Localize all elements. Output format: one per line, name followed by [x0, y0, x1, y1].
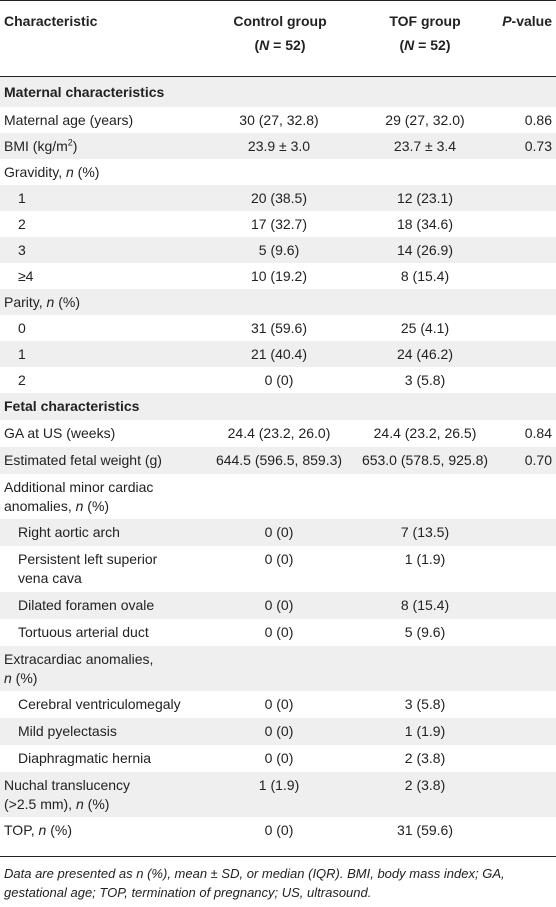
table-row — [0, 646, 556, 691]
table-body — [0, 77, 556, 844]
table-row — [0, 237, 556, 263]
row-label: Persistent left superior vena cava — [18, 551, 158, 586]
header-control-n: (N = 52) — [254, 37, 306, 53]
table-row — [0, 772, 556, 817]
table-footnote: Data are presented as n (%), mean ± SD, or median (IQR). BMI, body mass index; GA, gestational age; TOP, termination of pregnancy; US, ultrasound. — [4, 866, 505, 900]
header-tof-n: (N = 52) — [399, 37, 451, 53]
row-label: 0 — [18, 320, 26, 336]
table-row — [0, 315, 556, 341]
table-row — [0, 420, 556, 447]
row-label: 3 — [18, 242, 26, 258]
row-label: Maternal age (years) — [4, 112, 134, 128]
tof-value: 2 (3.8) — [404, 750, 446, 766]
section-heading: Maternal characteristics — [4, 84, 165, 100]
tof-value: 8 (15.4) — [400, 597, 450, 613]
tof-value: 2 (3.8) — [404, 777, 446, 793]
control-value: 5 (9.6) — [258, 242, 300, 258]
control-value: 0 (0) — [264, 372, 294, 388]
table-row — [0, 691, 556, 718]
tof-value: 12 (23.1) — [396, 190, 454, 206]
table-row — [0, 211, 556, 237]
tof-value: 14 (26.9) — [396, 242, 454, 258]
row-label: 2 — [18, 372, 26, 388]
row-label: Nuchal translucency (>2.5 mm), n (%) — [4, 777, 131, 812]
table-row — [0, 289, 556, 315]
table-row — [0, 718, 556, 745]
row-label: 2 — [18, 216, 26, 232]
row-label: Tortuous arterial duct — [18, 624, 149, 640]
row-label: BMI $(kg/m^2)$ — [4, 137, 78, 154]
control-value: 10 (19.2) — [250, 268, 308, 284]
header-control-label: Control group — [233, 13, 327, 29]
table-row — [0, 367, 556, 393]
tof-value: 7 (13.5) — [400, 524, 450, 540]
p-value: 0.70 — [524, 452, 552, 468]
table-row — [0, 263, 556, 289]
tof-value: 29 (27, 32.0) — [385, 112, 465, 128]
tof-value: 25 (4.1) — [400, 320, 450, 336]
row-label: Additional minor cardiac anomalies, n (%) — [4, 479, 154, 514]
control-value: 30 (27, 32.8) — [239, 112, 319, 128]
tof-value: 31 (59.6) — [396, 822, 454, 838]
control-value: 0 (0) — [264, 696, 294, 712]
control-value: 0 (0) — [264, 624, 294, 640]
tof-value: 1 (1.9) — [404, 551, 446, 567]
row-label: Cerebral ventriculomegaly — [18, 696, 181, 712]
header-tof-label: TOF group — [389, 13, 461, 29]
tof-value: 3 (5.8) — [404, 372, 446, 388]
control-value: 23.9 ± 3.0 — [247, 138, 311, 154]
row-label: Extracardiac anomalies, n (%) — [4, 651, 154, 686]
p-value: 0.73 — [524, 138, 552, 154]
row-label: Right aortic arch — [18, 524, 120, 540]
row-label: TOP, n (%) — [4, 822, 72, 838]
tof-value: 24 (46.2) — [396, 346, 454, 362]
row-label: Diaphragmatic hernia — [18, 750, 152, 766]
control-value: 31 (59.6) — [250, 320, 308, 336]
header-p-value: P-value — [502, 13, 552, 29]
tof-value: 3 (5.8) — [404, 696, 446, 712]
table-row — [0, 133, 556, 159]
control-value: 17 (32.7) — [250, 216, 308, 232]
tof-value: 23.7 ± 3.4 — [393, 138, 457, 154]
control-value: 1 (1.9) — [258, 777, 300, 793]
header-control-group — [200, 9, 360, 57]
table-row — [0, 77, 556, 107]
table-header — [0, 0, 556, 76]
tof-value: 1 (1.9) — [404, 723, 446, 739]
control-value: 0 (0) — [264, 822, 294, 838]
row-label: 1 — [18, 346, 26, 362]
table-row — [0, 817, 556, 844]
table-row — [0, 474, 556, 519]
row-label: Estimated fetal weight (g) — [4, 452, 162, 468]
control-value: 644.5 (596.5, 859.3) — [215, 452, 343, 468]
row-label: Gravidity, n (%) — [4, 164, 100, 180]
control-value: 0 (0) — [264, 750, 294, 766]
tof-value: 18 (34.6) — [396, 216, 454, 232]
tof-value: 653.0 (578.5, 925.8) — [361, 452, 489, 468]
tof-value: 8 (15.4) — [400, 268, 450, 284]
control-value: 21 (40.4) — [250, 346, 308, 362]
tof-value: 24.4 (23.2, 26.5) — [373, 425, 477, 441]
table-row — [0, 185, 556, 211]
row-label: GA at US (weeks) — [4, 425, 116, 441]
control-value: 0 (0) — [264, 723, 294, 739]
table-row — [0, 393, 556, 420]
control-value: 0 (0) — [264, 524, 294, 540]
row-label: Dilated foramen ovale — [18, 597, 155, 613]
table-row — [0, 592, 556, 619]
table-row — [0, 107, 556, 133]
header-characteristic: Characteristic — [4, 13, 98, 29]
row-label: 1 — [18, 190, 26, 206]
table-row — [0, 447, 556, 474]
bottom-rule — [0, 856, 556, 857]
table-row — [0, 519, 556, 546]
table-row — [0, 341, 556, 367]
row-label: Mild pyelectasis — [18, 723, 117, 739]
p-value: 0.84 — [524, 425, 552, 441]
control-value: 20 (38.5) — [250, 190, 308, 206]
table-row — [0, 159, 556, 185]
control-value: 24.4 (23.2, 26.0) — [227, 425, 331, 441]
control-value: 0 (0) — [264, 551, 294, 567]
p-value: 0.86 — [524, 112, 552, 128]
table-row — [0, 546, 556, 592]
table-row — [0, 619, 556, 646]
row-label: ≥4 — [18, 268, 34, 284]
control-value: 0 (0) — [264, 597, 294, 613]
row-label: Parity, n (%) — [4, 294, 80, 310]
table-row — [0, 745, 556, 772]
tof-value: 5 (9.6) — [404, 624, 446, 640]
section-heading: Fetal characteristics — [4, 398, 140, 414]
